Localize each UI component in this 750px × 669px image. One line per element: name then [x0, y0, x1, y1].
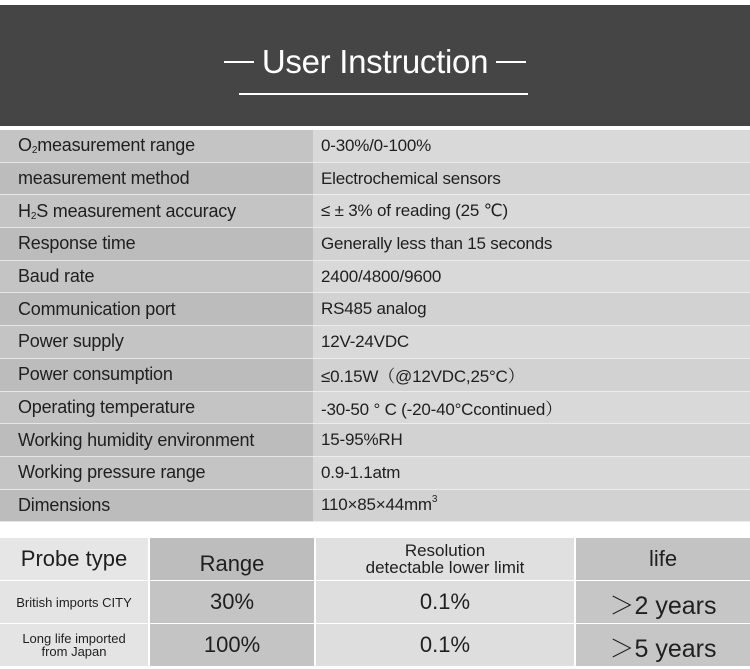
- probe-life: ＞2 years: [576, 581, 750, 623]
- spec-row: [0, 457, 750, 490]
- header-resolution-line1: Resolution: [404, 541, 486, 560]
- spec-row: [0, 359, 750, 392]
- spec-row: [0, 392, 750, 425]
- spec-value: 110×85×44mm 3: [313, 490, 750, 523]
- spec-value: 0.9-1.1atm: [313, 457, 750, 490]
- spec-row: [0, 326, 750, 359]
- header-banner: [0, 5, 750, 126]
- spec-value: 12V-24VDC: [313, 326, 750, 359]
- probe-type: British imports CITY: [0, 581, 150, 623]
- spec-key: O 2 measurement range: [0, 130, 313, 163]
- probe-type: [0, 624, 150, 666]
- title-dash-right: [496, 61, 526, 63]
- spec-key: Baud rate: [0, 261, 313, 294]
- spec-row: [0, 195, 750, 228]
- spec-value: Electrochemical sensors: [313, 163, 750, 196]
- spec-key: Power supply: [0, 326, 313, 359]
- probe-type-line1: Long life imported: [22, 631, 126, 646]
- probe-resolution: 0.1%: [316, 581, 576, 623]
- probe-row: [0, 581, 750, 623]
- spec-value: ≤0.15W（@12VDC,25°C）: [313, 359, 750, 392]
- spec-value: 0-30%/0-100%: [313, 130, 750, 163]
- spec-key: Power consumption: [0, 359, 313, 392]
- probe-type-line2: from Japan: [41, 644, 107, 659]
- spec-row: [0, 424, 750, 457]
- spec-value: 2400/4800/9600: [313, 261, 750, 294]
- spec-row: [0, 293, 750, 326]
- header-resolution: [316, 538, 576, 580]
- probe-header-row: [0, 538, 750, 580]
- probe-resolution: 0.1%: [316, 624, 576, 666]
- spec-value: RS485 analog: [313, 293, 750, 326]
- header-range: Range: [150, 538, 316, 580]
- spec-row: [0, 490, 750, 523]
- spec-key: Dimensions: [0, 490, 313, 523]
- probe-table: [0, 538, 750, 666]
- spec-value: 15-95%RH: [313, 424, 750, 457]
- spec-row: [0, 130, 750, 163]
- page-title: User Instruction: [261, 43, 489, 80]
- header-probe-type: Probe type: [0, 538, 150, 580]
- probe-range: 100%: [150, 624, 316, 666]
- spec-key: Communication port: [0, 293, 313, 326]
- spec-value: -30-50 ° C (-20-40°Ccontinued）: [313, 392, 750, 425]
- header-resolution-line2: detectable lower limit: [365, 558, 525, 577]
- spec-row: [0, 163, 750, 196]
- spec-row: [0, 228, 750, 261]
- probe-row: [0, 624, 750, 666]
- spec-key: Working humidity environment: [0, 424, 313, 457]
- spec-value: Generally less than 15 seconds: [313, 228, 750, 261]
- spec-row: [0, 261, 750, 294]
- spec-table: [0, 130, 750, 522]
- spec-key: H 2 S measurement accuracy: [0, 195, 313, 228]
- title-underline: [239, 93, 528, 95]
- probe-life: ＞5 years: [576, 624, 750, 666]
- title-dash-left: [224, 61, 254, 63]
- spec-value: ≤ ± 3% of reading (25 ℃): [313, 195, 750, 228]
- header-life: life: [576, 538, 750, 580]
- spec-key: Operating temperature: [0, 392, 313, 425]
- page-title-wrap: [0, 43, 750, 81]
- probe-range: 30%: [150, 581, 316, 623]
- spec-key: measurement method: [0, 163, 313, 196]
- spec-key: Working pressure range: [0, 457, 313, 490]
- spec-key: Response time: [0, 228, 313, 261]
